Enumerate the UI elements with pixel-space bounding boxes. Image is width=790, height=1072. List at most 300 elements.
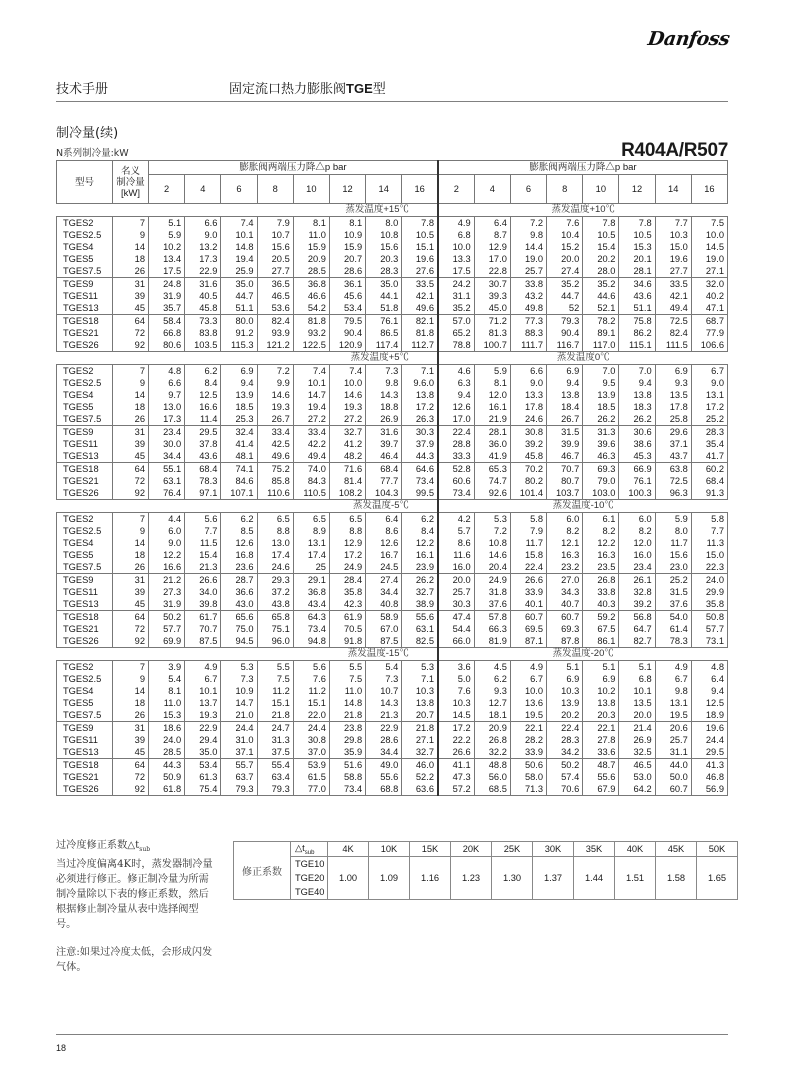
capacity-cell: 6.0 [547,513,583,526]
capacity-cell: 27.2 [329,413,365,426]
model-cell: TGES26 [57,783,113,796]
nominal-cell: 7 [113,365,149,378]
capacity-cell: 10.8 [474,537,510,549]
capacity-cell: 54.4 [438,623,474,635]
capacity-cell: 31.1 [655,746,691,759]
capacity-cell: 12.2 [149,549,185,561]
capacity-cell: 33.4 [257,426,293,439]
capacity-cell: 30.0 [149,438,185,450]
capacity-cell: 7.4 [221,217,257,230]
capacity-cell: 31.6 [185,278,221,291]
evaporating-temp-row [57,648,728,661]
capacity-cell: 27.6 [402,265,438,278]
nominal-cell: 64 [113,759,149,772]
capacity-cell: 10.1 [293,377,329,389]
correction-factor: 1.09 [369,857,410,900]
capacity-cell: 31.5 [655,586,691,598]
capacity-cell: 73.1 [691,635,727,648]
capacity-cell: 5.9 [655,513,691,526]
capacity-cell: 104.3 [366,487,402,500]
capacity-cell: 63.1 [149,475,185,487]
capacity-cell: 6.0 [149,525,185,537]
capacity-cell: 70.2 [510,463,546,476]
capacity-cell: 5.4 [366,661,402,674]
capacity-cell: 23.0 [655,561,691,574]
subcooling-value: 10K [369,842,410,857]
capacity-cell: 10.2 [149,241,185,253]
subcooling-label [291,842,328,857]
capacity-cell: 39.7 [366,438,402,450]
capacity-cell: 24.9 [329,561,365,574]
capacity-cell: 28.1 [619,265,655,278]
nominal-cell: 7 [113,217,149,230]
capacity-cell: 71.3 [510,783,546,796]
header-row-1 [57,161,728,175]
table-row [57,315,728,328]
table-row [57,487,728,500]
capacity-cell: 32.7 [402,746,438,759]
capacity-cell: 50.6 [510,759,546,772]
capacity-cell: 21.2 [149,574,185,587]
capacity-cell: 80.0 [221,315,257,328]
capacity-cell: 5.1 [149,217,185,230]
capacity-cell: 32.0 [691,278,727,291]
capacity-cell: 24.6 [510,413,546,426]
capacity-cell: 42.3 [329,598,365,611]
capacity-cell: 57.4 [547,771,583,783]
capacity-cell: 19.6 [691,722,727,735]
capacity-cell: 18.4 [547,401,583,413]
model-cell: TGES26 [57,635,113,648]
capacity-cell: 44.6 [583,290,619,302]
capacity-cell: 28.3 [366,265,402,278]
capacity-cell: 37.8 [185,438,221,450]
capacity-cell: 57.0 [438,315,474,328]
table-row [57,549,728,561]
capacity-cell: 34.2 [547,746,583,759]
capacity-cell: 7.5 [257,673,293,685]
capacity-cell: 4.8 [149,365,185,378]
capacity-cell: 13.8 [402,389,438,401]
capacity-cell: 19.6 [655,253,691,265]
capacity-cell: 12.2 [402,537,438,549]
capacity-cell: 20.2 [583,253,619,265]
capacity-cell: 25.7 [510,265,546,278]
capacity-cell: 55.6 [366,771,402,783]
capacity-cell: 8.6 [438,537,474,549]
capacity-cell: 20.0 [438,574,474,587]
capacity-cell: 23.9 [402,561,438,574]
capacity-cell: 8.1 [149,685,185,697]
capacity-cell: 61.3 [185,771,221,783]
capacity-cell: 76.4 [149,487,185,500]
pressure-column-header: 8 [257,175,293,204]
capacity-cell: 13.8 [583,697,619,709]
capacity-cell: 33.5 [655,278,691,291]
nominal-cell: 18 [113,549,149,561]
capacity-cell: 16.3 [583,549,619,561]
capacity-cell: 21.8 [329,709,365,722]
capacity-cell: 97.1 [185,487,221,500]
capacity-cell: 28.6 [329,265,365,278]
capacity-cell: 17.2 [438,722,474,735]
capacity-cell: 43.6 [185,450,221,463]
capacity-cell: 18.5 [583,401,619,413]
model-cell: TGES11 [57,734,113,746]
capacity-cell: 6.4 [366,513,402,526]
pressure-column-header: 2 [149,175,185,204]
capacity-cell: 10.2 [583,685,619,697]
evaporating-temp-row [57,204,728,217]
capacity-cell: 5.6 [293,661,329,674]
capacity-cell: 13.0 [257,537,293,549]
model-cell: TGES2.5 [57,673,113,685]
table-row [57,709,728,722]
evaporating-temp-left: 蒸发温度-5℃ [57,500,439,513]
capacity-cell: 28.8 [438,438,474,450]
nominal-cell: 39 [113,586,149,598]
capacity-cell: 40.5 [185,290,221,302]
footer-rule [56,1034,728,1035]
capacity-cell: 71.6 [329,463,365,476]
capacity-cell: 23.8 [329,722,365,735]
table-row [57,586,728,598]
correction-factor: 1.23 [451,857,492,900]
capacity-cell: 3.9 [149,661,185,674]
capacity-cell: 45.6 [329,290,365,302]
capacity-cell: 31.8 [474,586,510,598]
model-cell: TGES13 [57,746,113,759]
capacity-cell: 15.9 [329,241,365,253]
capacity-cell: 8.2 [619,525,655,537]
nominal-cell: 18 [113,401,149,413]
capacity-cell: 91.3 [691,487,727,500]
pressure-column-header: 6 [510,175,546,204]
capacity-cell: 10.9 [221,685,257,697]
capacity-cell: 18.9 [691,709,727,722]
capacity-cell: 29.4 [185,734,221,746]
capacity-cell: 15.1 [402,241,438,253]
subcooling-value: 25K [492,842,533,857]
capacity-cell: 79.3 [257,783,293,796]
capacity-table [56,160,728,796]
capacity-cell: 11.0 [149,697,185,709]
subcooling-value: 50K [697,842,738,857]
capacity-cell: 40.1 [510,598,546,611]
capacity-cell: 29.1 [293,574,329,587]
capacity-cell: 6.9 [583,673,619,685]
capacity-cell: 20.9 [293,253,329,265]
capacity-cell: 72.5 [655,475,691,487]
capacity-cell: 17.0 [438,413,474,426]
capacity-cell: 35.4 [691,438,727,450]
model-cell: TGES13 [57,598,113,611]
pressure-column-header: 14 [366,175,402,204]
model-cell: TGES26 [57,487,113,500]
table-row [57,635,728,648]
subcooling-value: 15K [410,842,451,857]
capacity-cell: 60.6 [438,475,474,487]
capacity-cell: 58.8 [329,771,365,783]
capacity-cell: 8.0 [366,217,402,230]
capacity-cell: 5.4 [149,673,185,685]
notes-paragraph: 当过冷度偏离4K时，蒸发器制冷量必须进行修正。修正制冷量为所需制冷量除以下表的修正系数，然后根据修止制冷量从表中选择阀型号。 [56,859,213,931]
capacity-cell: 27.4 [366,574,402,587]
capacity-cell: 12.6 [438,401,474,413]
capacity-cell: 9.8 [510,229,546,241]
capacity-cell: 5.3 [474,513,510,526]
capacity-cell: 68.4 [691,475,727,487]
nominal-cell: 31 [113,426,149,439]
capacity-cell: 25.2 [655,574,691,587]
capacity-cell: 78.3 [185,475,221,487]
capacity-cell: 17.5 [149,265,185,278]
nominal-cell: 18 [113,697,149,709]
capacity-cell: 29.3 [257,574,293,587]
capacity-cell: 6.4 [474,217,510,230]
capacity-cell: 35.7 [149,302,185,315]
capacity-cell: 71.2 [474,315,510,328]
capacity-cell: 43.2 [510,290,546,302]
capacity-cell: 6.9 [547,365,583,378]
capacity-cell: 31.6 [366,426,402,439]
capacity-cell: 5.8 [691,513,727,526]
capacity-cell: 6.5 [329,513,365,526]
capacity-cell: 15.4 [583,241,619,253]
nominal-cell: 26 [113,413,149,426]
model-cell: TGES9 [57,426,113,439]
capacity-cell: 11.0 [293,229,329,241]
capacity-cell: 20.0 [547,253,583,265]
notes-heading-text: 过冷度修正系数△t [56,840,140,851]
capacity-cell: 5.1 [583,661,619,674]
capacity-cell: 3.6 [438,661,474,674]
capacity-cell: 10.4 [547,229,583,241]
capacity-cell: 52 [547,302,583,315]
capacity-cell: 73.3 [185,315,221,328]
model-cell: TGES18 [57,759,113,772]
nominal-cell: 7 [113,661,149,674]
capacity-cell: 51.8 [366,302,402,315]
capacity-cell: 46.0 [402,759,438,772]
capacity-cell: 35.8 [691,598,727,611]
pressure-column-header: 16 [402,175,438,204]
delta-t-text: △t [295,842,305,853]
capacity-cell: 107.1 [221,487,257,500]
capacity-cell: 84.3 [293,475,329,487]
table-row [57,746,728,759]
capacity-cell: 13.1 [655,697,691,709]
capacity-cell: 14.3 [366,697,402,709]
model-cell: TGES2 [57,217,113,230]
capacity-cell: 55.1 [149,463,185,476]
capacity-cell: 17.3 [185,253,221,265]
capacity-cell: 5.3 [221,661,257,674]
capacity-cell: 90.4 [329,327,365,339]
correction-factor: 1.37 [533,857,574,900]
capacity-cell: 16.6 [149,561,185,574]
capacity-cell: 7.3 [366,673,402,685]
capacity-cell: 44.7 [221,290,257,302]
capacity-cell: 31.5 [547,426,583,439]
capacity-cell: 20.7 [402,709,438,722]
capacity-cell: 35.2 [438,302,474,315]
capacity-cell: 6.2 [221,513,257,526]
capacity-cell: 20.7 [329,253,365,265]
capacity-cell: 11.7 [655,537,691,549]
capacity-cell: 11.5 [185,537,221,549]
capacity-cell: 33.5 [402,278,438,291]
capacity-cell: 14.5 [438,709,474,722]
capacity-cell: 39.9 [547,438,583,450]
capacity-cell: 22.3 [691,561,727,574]
capacity-cell: 64.3 [293,611,329,624]
capacity-cell: 69.5 [510,623,546,635]
capacity-cell: 81.8 [293,315,329,328]
capacity-cell: 13.2 [185,241,221,253]
capacity-cell: 35.2 [583,278,619,291]
nominal-cell: 39 [113,290,149,302]
capacity-cell: 21.8 [402,722,438,735]
capacity-cell: 14.6 [474,549,510,561]
capacity-cell: 61.9 [329,611,365,624]
table-row [57,574,728,587]
capacity-cell: 7.6 [293,673,329,685]
table-row [57,241,728,253]
capacity-cell: 57.7 [149,623,185,635]
capacity-cell: 90.4 [547,327,583,339]
correction-factor-table [233,841,738,900]
title-prefix: 固定流口热力膨胀阀 [229,82,347,97]
capacity-cell: 30.7 [474,278,510,291]
capacity-cell: 12.5 [185,389,221,401]
nominal-cell: 39 [113,734,149,746]
model-cell: TGES13 [57,450,113,463]
model-cell: TGES5 [57,549,113,561]
capacity-cell: 68.4 [366,463,402,476]
capacity-cell: 13.4 [149,253,185,265]
capacity-cell: 32.7 [329,426,365,439]
capacity-cell: 7.1 [402,365,438,378]
correction-factor: 1.65 [697,857,738,900]
nominal-cell: 26 [113,709,149,722]
header-rule-top [56,101,728,102]
capacity-cell: 39.6 [583,438,619,450]
capacity-cell: 15.0 [691,549,727,561]
capacity-cell: 9.4 [547,377,583,389]
pressure-column-header: 4 [474,175,510,204]
capacity-cell: 29.5 [691,746,727,759]
evaporating-temp-right: 蒸发温度-10℃ [552,500,614,511]
capacity-cell: 46.4 [366,450,402,463]
capacity-cell: 26.6 [438,746,474,759]
capacity-cell: 8.1 [293,217,329,230]
capacity-cell: 9.5 [583,377,619,389]
capacity-cell: 73.4 [329,783,365,796]
capacity-cell: 5.8 [510,513,546,526]
capacity-cell: 7.4 [293,365,329,378]
capacity-cell: 44.3 [149,759,185,772]
capacity-cell: 6.7 [510,673,546,685]
capacity-cell: 14.4 [510,241,546,253]
capacity-cell: 49.0 [366,759,402,772]
capacity-cell: 68.5 [474,783,510,796]
capacity-cell: 29.6 [655,426,691,439]
manual-label: 技术手册 [56,82,109,97]
capacity-cell: 7.2 [474,525,510,537]
model-cell: TGES7.5 [57,561,113,574]
nominal-cell: 7 [113,513,149,526]
table-row [57,278,728,291]
capacity-cell: 40.3 [583,598,619,611]
capacity-cell: 46.8 [691,771,727,783]
capacity-cell: 4.4 [149,513,185,526]
nominal-cell: 45 [113,746,149,759]
capacity-cell: 60.2 [691,463,727,476]
capacity-cell: 6.2 [474,673,510,685]
capacity-cell: 8.9 [293,525,329,537]
capacity-cell: 81.3 [474,327,510,339]
capacity-cell: 10.7 [366,685,402,697]
capacity-cell: 37.6 [655,598,691,611]
capacity-cell: 6.9 [221,365,257,378]
capacity-cell: 28.4 [329,574,365,587]
correction-header-row [234,842,738,857]
capacity-cell: 4.9 [510,661,546,674]
capacity-cell: 91.2 [221,327,257,339]
capacity-cell: 51.6 [329,759,365,772]
capacity-cell: 10.8 [366,229,402,241]
capacity-cell: 9.3 [655,377,691,389]
capacity-cell: 75.8 [619,315,655,328]
capacity-cell: 46.6 [293,290,329,302]
evaporating-temp-row [57,352,728,365]
capacity-cell: 6.6 [510,365,546,378]
capacity-cell: 51.1 [221,302,257,315]
capacity-cell: 13.1 [293,537,329,549]
capacity-cell: 7.0 [619,365,655,378]
capacity-cell: 22.9 [366,722,402,735]
capacity-cell: 52.1 [583,302,619,315]
capacity-cell: 48.8 [474,759,510,772]
capacity-cell: 22.9 [185,265,221,278]
column-header-nominal [113,161,149,204]
capacity-cell: 15.3 [619,241,655,253]
capacity-cell: 32.4 [221,426,257,439]
capacity-cell: 43.4 [293,598,329,611]
capacity-cell: 72.5 [655,315,691,328]
table-row [57,413,728,426]
capacity-cell: 32.8 [619,586,655,598]
nominal-cell: 72 [113,475,149,487]
capacity-cell: 86.2 [619,327,655,339]
capacity-cell: 12.6 [366,537,402,549]
capacity-cell: 66.8 [149,327,185,339]
capacity-cell: 42.1 [402,290,438,302]
capacity-cell: 50.9 [149,771,185,783]
nominal-cell: 39 [113,438,149,450]
capacity-cell: 28.3 [547,734,583,746]
capacity-cell: 6.8 [438,229,474,241]
capacity-cell: 14.7 [293,389,329,401]
capacity-cell: 13.1 [691,389,727,401]
capacity-cell: 24.5 [366,561,402,574]
capacity-cell: 79.5 [329,315,365,328]
nominal-cell: 14 [113,537,149,549]
capacity-cell: 25.2 [691,413,727,426]
capacity-cell: 41.2 [329,438,365,450]
capacity-cell: 26.7 [547,413,583,426]
